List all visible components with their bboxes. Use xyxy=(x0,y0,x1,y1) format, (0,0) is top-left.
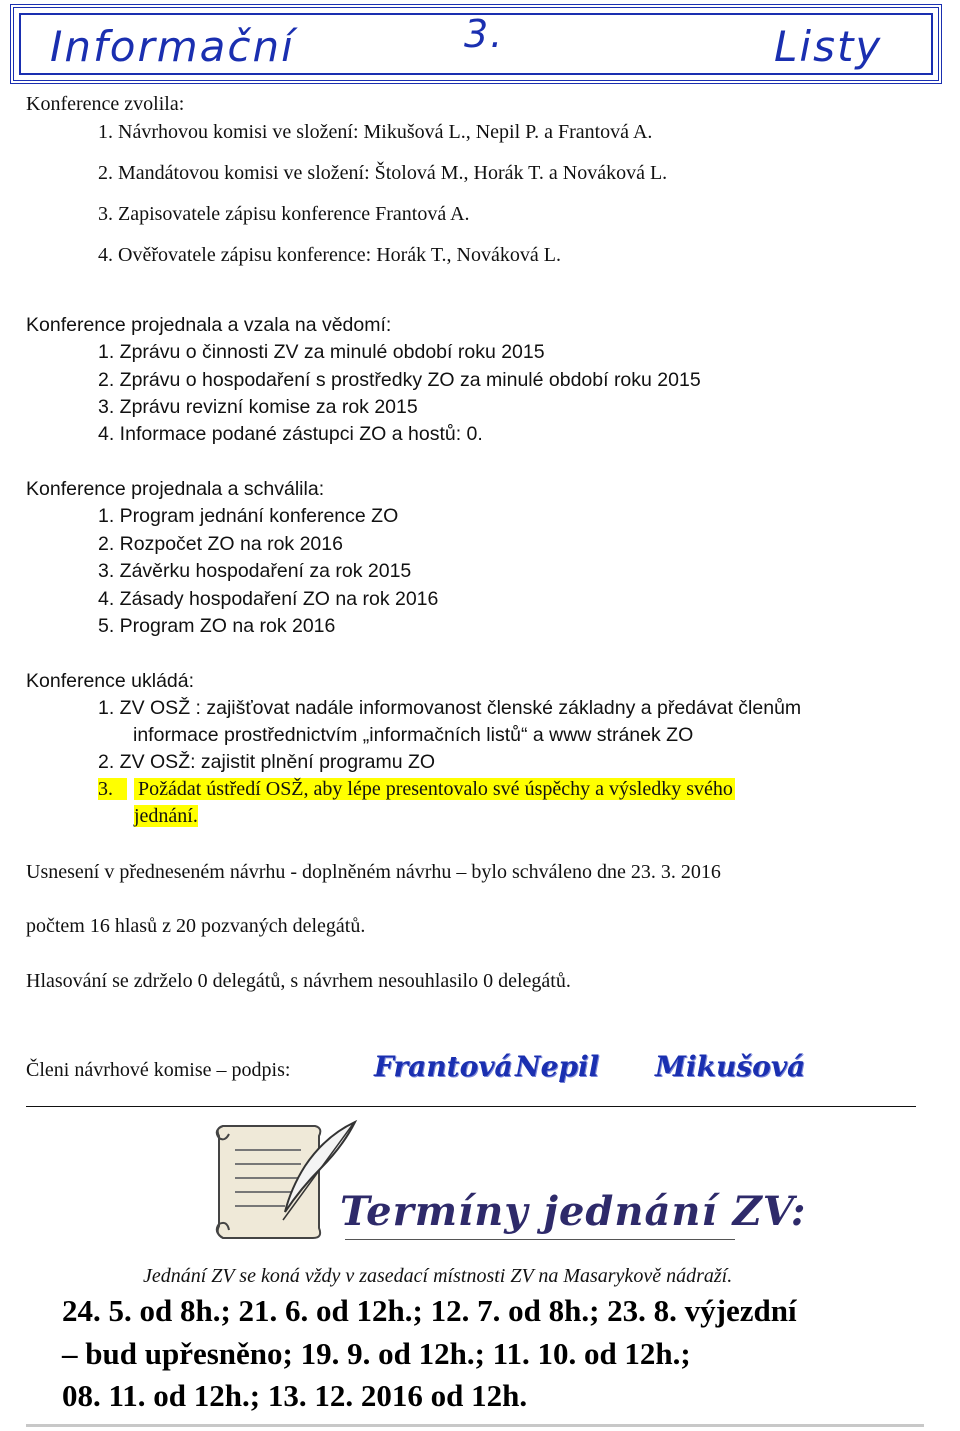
abstain-text: Hlasování se zdrželo 0 delegátů, s návrhem nesouhlasilo 0 delegátů. xyxy=(26,970,571,992)
resolution-text: Usnesení v předneseném návrhu - doplněném návrhu – bylo schváleno dne 23. 3. 2016 xyxy=(26,861,721,883)
section-heading-uklada: Konference ukládá: xyxy=(26,670,195,692)
schedule-dates-line-3: 08. 11. od 12h.; 13. 12. 2016 od 12h. xyxy=(62,1378,528,1413)
list-item-highlighted: Požádat ústředí OSŽ, aby lépe presentovalo své úspěchy a výsledky svého xyxy=(134,779,735,799)
list-item: 1. ZV OSŽ : zajišťovat nadále informovanost členské základny a předávat členům xyxy=(98,697,802,719)
list-item-highlighted-continuation: jednání. xyxy=(134,805,198,827)
schedule-dates-line-2: – bud upřesněno; 19. 9. od 12h.; 11. 10. od 12h.; xyxy=(62,1336,691,1371)
list-item: 4. Ověřovatele zápisu konference: Horák T., Nováková L. xyxy=(98,244,561,266)
header-issue-number: 3. xyxy=(464,12,505,56)
list-item-continuation: informace prostřednictvím „informačních listů“ a www stránek ZO xyxy=(133,724,694,746)
section-heading-zvolila: Konference zvolila: xyxy=(26,93,185,115)
signature-mikusova: Mikušová xyxy=(655,1050,806,1083)
footer-rule xyxy=(26,1424,924,1427)
schedule-subtitle: Jednání ZV se koná vždy v zasedací místnosti ZV na Masarykově nádraží. xyxy=(143,1265,733,1287)
signature-frantova: Frantová xyxy=(374,1050,513,1083)
list-item: 2. Zprávu o hospodaření s prostředky ZO za minulé období roku 2015 xyxy=(98,369,701,391)
list-item: 2. ZV OSŽ: zajistit plnění programu ZO xyxy=(98,751,436,773)
header-title-right: Listy xyxy=(774,22,883,71)
list-item: 3. Zapisovatele zápisu konference Frantová A. xyxy=(98,203,470,225)
list-item: 4. Informace podané zástupci ZO a hostů: 0. xyxy=(98,423,483,445)
list-item-number-highlighted: 3. xyxy=(98,779,127,799)
list-item: 2. Mandátovou komisi ve složení: Štolová M., Horák T. a Nováková L. xyxy=(98,162,668,184)
list-item: 1. Zprávu o činnosti ZV za minulé období roku 2015 xyxy=(98,341,545,363)
list-item: 1. Program jednání konference ZO xyxy=(98,505,399,527)
schedule-title-underline xyxy=(345,1239,735,1240)
header-title-left: Informační xyxy=(50,22,295,71)
divider-line xyxy=(26,1106,916,1107)
list-item: 1. Návrhovou komisi ve složení: Mikušová L., Nepil P. a Frantová A. xyxy=(98,121,653,143)
signature-nepil: Nepil xyxy=(515,1050,600,1083)
vote-count-text: počtem 16 hlasů z 20 pozvaných delegátů. xyxy=(26,915,366,937)
schedule-title: Termíny jednání ZV: xyxy=(340,1188,807,1235)
list-item: 3. Zprávu revizní komise za rok 2015 xyxy=(98,396,418,418)
section-heading-schvalila: Konference projednala a schválila: xyxy=(26,478,325,500)
schedule-dates-line-1: 24. 5. od 8h.; 21. 6. od 12h.; 12. 7. od 8h.; 23. 8. výjezdní xyxy=(62,1293,797,1328)
list-item: 3. Závěrku hospodaření za rok 2015 xyxy=(98,560,412,582)
section-heading-vedomi: Konference projednala a vzala na vědomí: xyxy=(26,314,392,336)
list-item: 2. Rozpočet ZO na rok 2016 xyxy=(98,533,343,555)
header-banner xyxy=(10,4,942,84)
list-item: 5. Program ZO na rok 2016 xyxy=(98,615,336,637)
list-item: 4. Zásady hospodaření ZO na rok 2016 xyxy=(98,588,439,610)
signature-label: Členi návrhové komise – podpis: xyxy=(26,1059,291,1081)
